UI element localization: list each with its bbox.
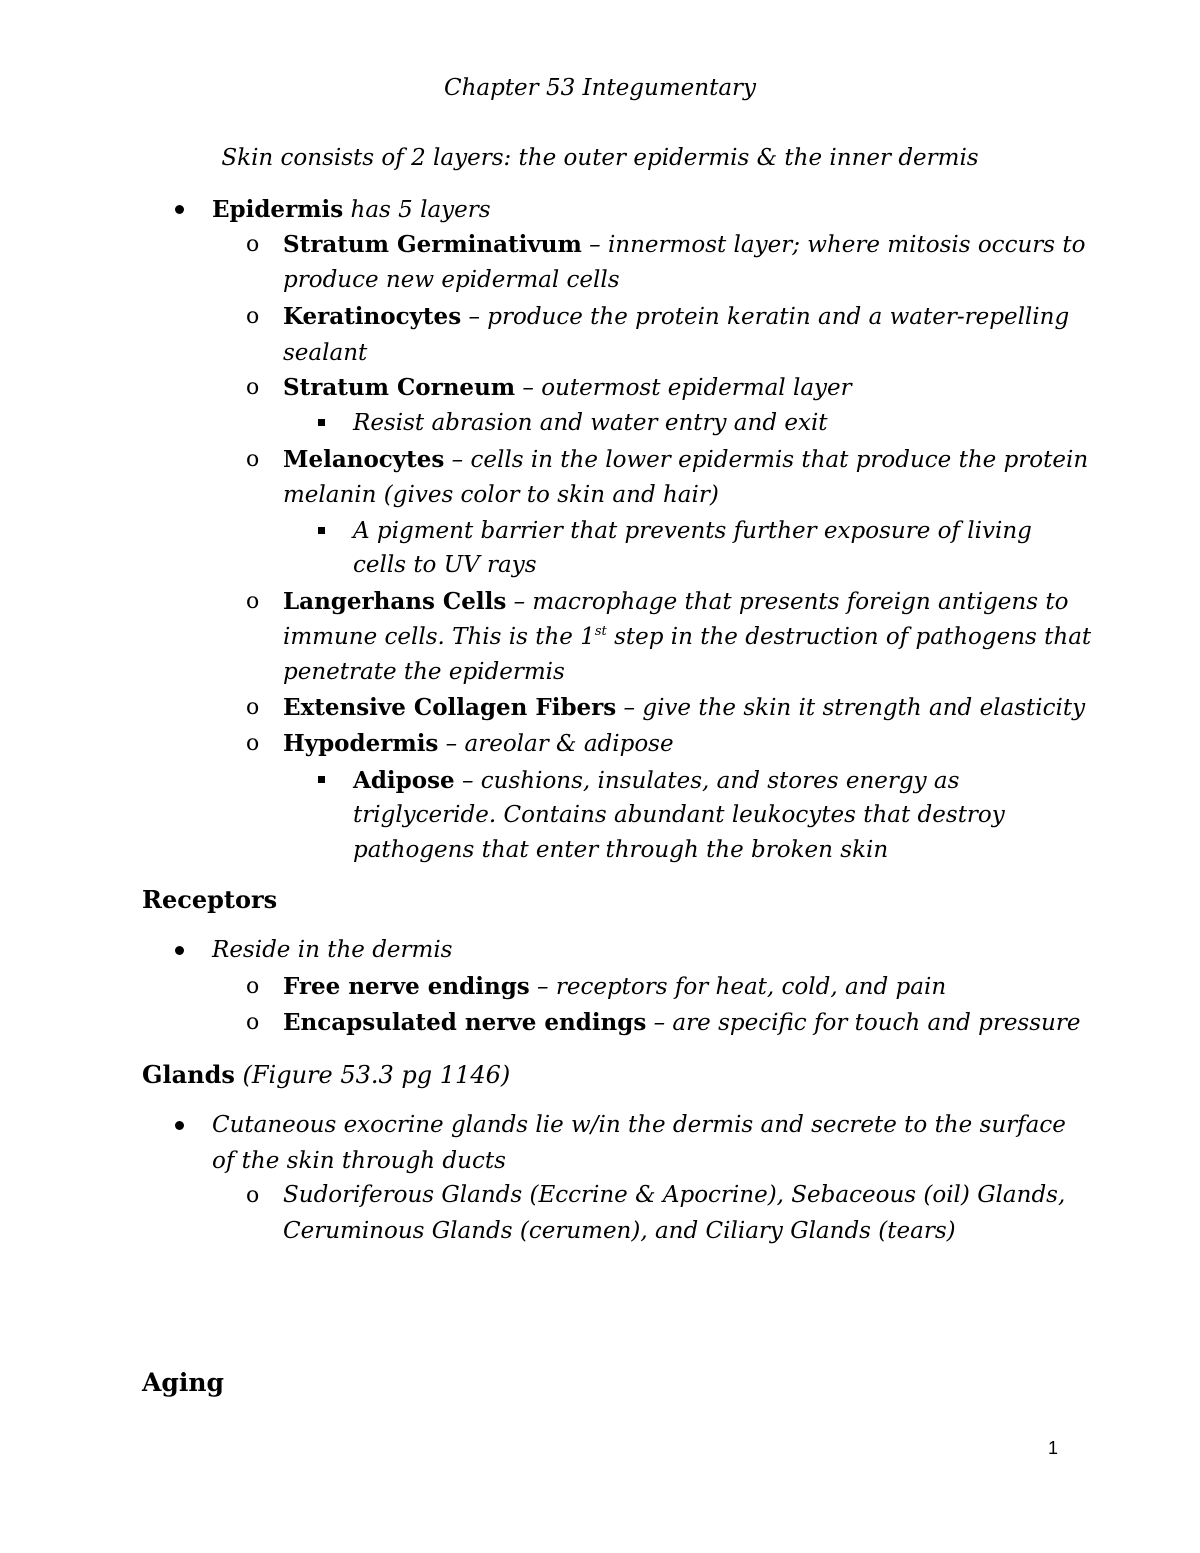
list-item-cont: produce new epidermal cells bbox=[283, 267, 620, 293]
bullet-text: Cutaneous exocrine glands lie w/in the dermis and secrete to the surface bbox=[212, 1112, 1066, 1138]
list-item: Stratum Germinativum – innermost layer; where mitosis occurs to bbox=[283, 231, 1086, 258]
bullet-text-cont: of the skin through ducts bbox=[212, 1148, 506, 1174]
bullet-circle: o bbox=[246, 375, 260, 400]
section-heading-glands: Glands (Figure 53.3 pg 1146) bbox=[142, 1060, 511, 1089]
list-item: Extensive Collagen Fibers – give the skin it strength and elasticity bbox=[283, 694, 1086, 721]
bullet-square bbox=[318, 419, 325, 426]
sub-item-cont: pathogens that enter through the broken skin bbox=[353, 837, 889, 863]
page-title: Chapter 53 Integumentary bbox=[443, 75, 757, 101]
epidermis-line: Epidermis has 5 layers bbox=[212, 196, 491, 223]
bullet-circle: o bbox=[246, 974, 260, 999]
sub-item: Adipose – cushions, insulates, and stores energy as bbox=[353, 767, 960, 794]
bullet-circle: o bbox=[246, 589, 260, 614]
list-item: Stratum Corneum – outermost epidermal layer bbox=[283, 374, 852, 401]
list-item-cont: immune cells. This is the 1st step in the destruction of pathogens that bbox=[283, 624, 1092, 650]
section-heading-receptors: Receptors bbox=[142, 885, 278, 914]
list-item: Encapsulated nerve endings – are specific for touch and pressure bbox=[283, 1009, 1081, 1036]
bullet-disc bbox=[175, 1121, 184, 1130]
bullet-circle: o bbox=[246, 232, 260, 257]
list-item-cont: sealant bbox=[283, 340, 368, 366]
bullet-square bbox=[318, 776, 325, 783]
page-number: 1 bbox=[1047, 1438, 1058, 1458]
list-item: Melanocytes – cells in the lower epidermis that produce the protein bbox=[283, 446, 1089, 473]
list-item-cont: Ceruminous Glands (cerumen), and Ciliary Glands (tears) bbox=[283, 1218, 956, 1244]
bullet-circle: o bbox=[246, 695, 260, 720]
list-item: Keratinocytes – produce the protein keratin and a water-repelling bbox=[283, 303, 1070, 330]
sub-item-cont: cells to UV rays bbox=[353, 552, 537, 578]
bullet-text: Reside in the dermis bbox=[212, 937, 453, 963]
list-item: Hypodermis – areolar & adipose bbox=[283, 730, 674, 757]
list-item: Langerhans Cells – macrophage that presents foreign antigens to bbox=[283, 588, 1069, 615]
sub-item-cont: triglyceride. Contains abundant leukocytes that destroy bbox=[353, 802, 1005, 828]
bullet-circle: o bbox=[246, 304, 260, 329]
list-item-cont: penetrate the epidermis bbox=[283, 659, 565, 685]
bullet-disc bbox=[175, 205, 184, 214]
bullet-square bbox=[318, 527, 325, 534]
bullet-circle: o bbox=[246, 447, 260, 472]
section-heading-aging: Aging bbox=[142, 1368, 225, 1397]
intro-text: Skin consists of 2 layers: the outer epidermis & the inner dermis bbox=[221, 145, 979, 171]
sub-item: Resist abrasion and water entry and exit bbox=[353, 410, 828, 436]
list-item: Sudoriferous Glands (Eccrine & Apocrine), Sebaceous (oil) Glands, bbox=[283, 1182, 1066, 1208]
sub-item: A pigment barrier that prevents further exposure of living bbox=[353, 518, 1032, 544]
bullet-circle: o bbox=[246, 731, 260, 756]
bullet-circle: o bbox=[246, 1010, 260, 1035]
list-item-cont: melanin (gives color to skin and hair) bbox=[283, 482, 719, 508]
list-item: Free nerve endings – receptors for heat, cold, and pain bbox=[283, 973, 947, 1000]
bullet-circle: o bbox=[246, 1183, 260, 1208]
bullet-disc bbox=[175, 946, 184, 955]
